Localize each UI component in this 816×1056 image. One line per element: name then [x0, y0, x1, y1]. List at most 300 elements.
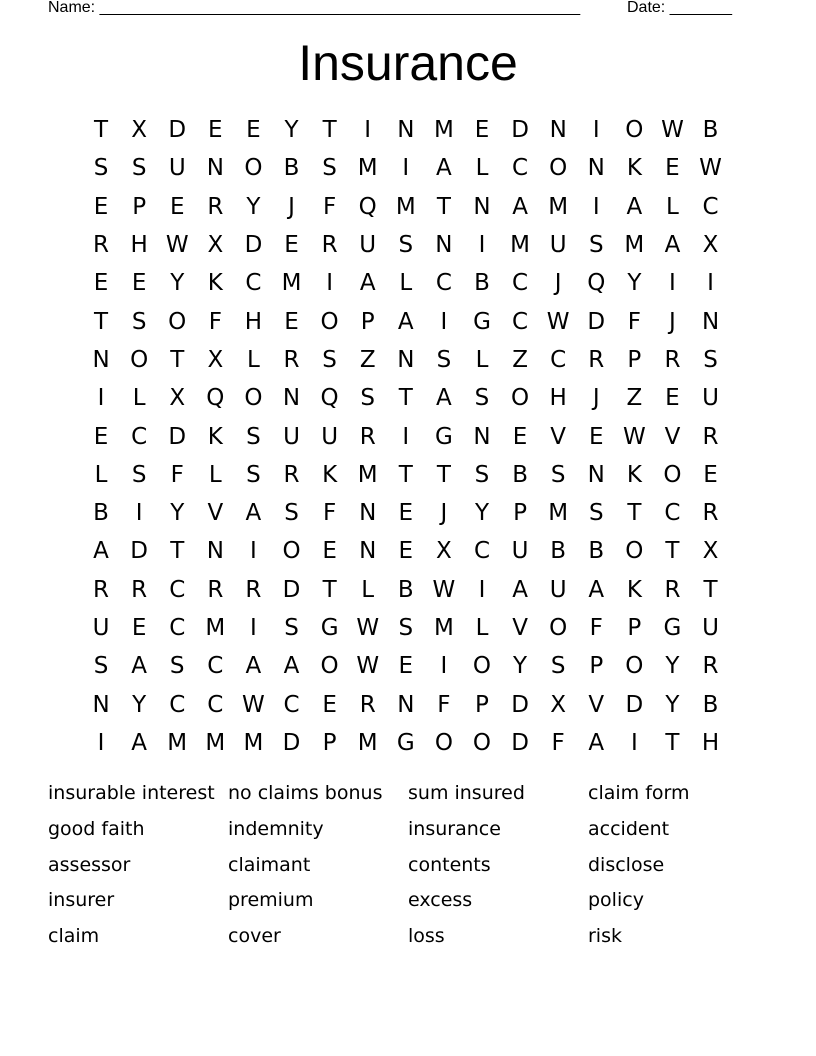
grid-letter: O	[549, 615, 568, 641]
grid-letter: O	[434, 729, 453, 756]
grid-letter: Y	[665, 653, 680, 680]
grid-letter: A	[588, 729, 605, 756]
grid-letter: E	[398, 500, 414, 527]
grid-letter: N	[282, 385, 301, 412]
grid-letter: N	[397, 691, 415, 718]
grid-letter: A	[359, 270, 376, 297]
grid-row	[82, 456, 730, 494]
word-bank-item: accident	[588, 817, 670, 840]
grid-letter: C	[702, 193, 719, 220]
word-bank-item: loss	[408, 925, 445, 948]
grid-letter: V	[664, 423, 681, 450]
grid-letter: S	[131, 308, 147, 335]
grid-letter: O	[320, 653, 339, 680]
grid-letter: M	[433, 615, 454, 641]
grid-letter: Y	[665, 691, 680, 718]
word-bank-item: insurable interest	[48, 782, 215, 804]
grid-letter: C	[131, 423, 148, 450]
grid-letter: D	[282, 729, 301, 756]
grid-letter: K	[207, 270, 223, 297]
grid-letter: H	[130, 232, 148, 259]
grid-letter: A	[588, 576, 605, 603]
grid-letter: L	[666, 193, 679, 220]
grid-letter: O	[472, 653, 492, 680]
grid-letter: F	[589, 615, 603, 641]
grid-letter: S	[322, 155, 337, 182]
grid-letter: G	[396, 729, 415, 756]
grid-letter: H	[244, 308, 263, 335]
grid-letter: P	[322, 729, 337, 756]
grid-row	[82, 302, 730, 340]
grid-letter: Z	[626, 385, 643, 412]
grid-letter: Y	[284, 117, 299, 144]
grid-letter: Y	[627, 270, 642, 297]
grid-letter: S	[474, 461, 490, 488]
grid-letter: L	[361, 576, 375, 603]
grid-letter: D	[282, 576, 301, 603]
page-title: Insurance	[298, 35, 518, 91]
grid-letter: K	[626, 576, 642, 603]
grid-letter: S	[246, 423, 261, 450]
grid-letter: G	[320, 615, 339, 641]
grid-letter: E	[169, 193, 185, 220]
grid-letter: E	[512, 423, 528, 450]
grid-letter: N	[473, 423, 491, 450]
grid-letter: I	[478, 576, 486, 603]
grid-letter: M	[243, 729, 264, 756]
grid-letter: X	[169, 385, 186, 412]
grid-row	[82, 571, 730, 609]
grid-row	[82, 379, 730, 417]
grid-letter: T	[94, 308, 109, 335]
grid-letter: I	[707, 270, 714, 297]
grid-letter: I	[250, 538, 257, 565]
grid-letter: C	[512, 308, 529, 335]
word-bank-item: insurer	[48, 889, 115, 912]
grid-letter: S	[246, 461, 261, 488]
grid-letter: W	[356, 615, 380, 641]
grid-letter: S	[284, 500, 299, 527]
word-bank-item: sum insured	[408, 782, 525, 804]
grid-letter: S	[169, 653, 185, 680]
grid-letter: I	[592, 117, 600, 144]
grid-letter: P	[132, 193, 147, 220]
grid-letter: A	[397, 308, 414, 335]
grid-letter: N	[359, 538, 377, 565]
grid-letter: R	[283, 346, 300, 373]
grid-letter: E	[322, 538, 337, 565]
grid-letter: M	[548, 500, 569, 527]
grid-letter: C	[207, 691, 224, 718]
grid-letter: U	[92, 615, 110, 641]
grid-letter: E	[93, 423, 109, 450]
grid-letter: I	[135, 500, 143, 527]
grid-letter: C	[169, 691, 186, 718]
grid-letter: I	[440, 653, 448, 680]
grid-letter: I	[402, 423, 410, 450]
grid-letter: R	[664, 346, 681, 373]
grid-letter: J	[288, 193, 295, 220]
grid-letter: T	[627, 500, 642, 527]
grid-letter: N	[397, 117, 415, 144]
grid-letter: O	[625, 653, 644, 680]
grid-letter: J	[669, 308, 676, 335]
grid-letter: A	[93, 538, 109, 565]
grid-letter: O	[244, 385, 263, 412]
grid-letter: Z	[512, 346, 528, 373]
grid-letter: S	[131, 461, 147, 488]
grid-letter: W	[699, 155, 722, 182]
grid-row	[82, 264, 730, 302]
grid-letter: E	[284, 232, 299, 259]
grid-letter: O	[130, 346, 149, 373]
grid-letter: U	[702, 615, 719, 641]
grid-letter: M	[510, 232, 530, 259]
grid-letter: N	[473, 193, 491, 220]
grid-letter: C	[169, 576, 186, 603]
grid-letter: Q	[206, 385, 225, 412]
grid-letter: N	[701, 308, 720, 335]
grid-letter: C	[473, 538, 491, 565]
grid-letter: E	[93, 270, 109, 297]
grid-letter: O	[320, 308, 339, 335]
grid-letter: Y	[513, 653, 528, 680]
grid-letter: V	[207, 500, 224, 527]
grid-letter: C	[512, 270, 529, 297]
grid-letter: L	[399, 270, 413, 297]
grid-letter: F	[437, 691, 451, 718]
grid-letter: Z	[359, 346, 376, 373]
grid-letter: W	[356, 653, 380, 680]
grid-letter: D	[168, 117, 187, 144]
grid-row	[82, 494, 730, 532]
grid-letter: F	[208, 308, 222, 335]
grid-letter: S	[703, 346, 718, 373]
word-bank-item: policy	[588, 889, 644, 912]
grid-letter: K	[207, 423, 223, 450]
grid-letter: N	[549, 117, 567, 144]
grid-letter: E	[588, 423, 604, 450]
grid-letter: R	[283, 461, 300, 488]
grid-letter: N	[359, 500, 377, 527]
grid-letter: E	[665, 155, 680, 182]
grid-letter: F	[551, 729, 565, 756]
grid-letter: Y	[474, 500, 490, 527]
grid-letter: A	[436, 385, 452, 412]
grid-letter: R	[207, 576, 224, 603]
grid-letter: N	[206, 538, 224, 565]
grid-letter: I	[97, 729, 105, 756]
grid-letter: A	[131, 653, 147, 680]
grid-letter: E	[208, 117, 223, 144]
date-line: Date: _______	[627, 0, 732, 16]
grid-letter: B	[702, 117, 719, 144]
grid-letter: P	[475, 691, 489, 718]
grid-letter: C	[283, 691, 300, 718]
grid-letter: C	[550, 346, 567, 373]
grid-letter: D	[625, 691, 644, 718]
grid-letter: R	[702, 500, 719, 527]
grid-letter: S	[398, 232, 414, 259]
grid-letter: D	[511, 691, 529, 718]
grid-letter: V	[588, 691, 605, 718]
word-bank-item: good faith	[48, 817, 145, 840]
grid-letter: N	[587, 155, 605, 182]
grid-letter: L	[475, 155, 489, 182]
grid-letter: T	[398, 461, 413, 488]
grid-letter: S	[322, 346, 337, 373]
grid-letter: E	[703, 461, 718, 488]
grid-letter: M	[357, 729, 378, 756]
grid-letter: C	[245, 270, 262, 297]
grid-letter: U	[168, 155, 186, 182]
grid-letter: H	[701, 729, 720, 756]
grid-letter: S	[474, 385, 490, 412]
grid-letter: B	[512, 461, 528, 488]
word-bank-item: assessor	[48, 853, 131, 876]
grid-letter: T	[398, 385, 413, 412]
grid-letter: G	[473, 308, 491, 335]
grid-letter: F	[322, 500, 337, 527]
grid-letter: B	[588, 538, 605, 565]
grid-letter: U	[511, 538, 529, 565]
grid-letter: P	[627, 615, 642, 641]
word-bank	[48, 776, 788, 955]
grid-letter: B	[283, 155, 300, 182]
grid-letter: C	[512, 155, 529, 182]
grid-letter: T	[94, 117, 109, 144]
grid-letter: B	[550, 538, 567, 565]
grid-letter: Y	[170, 500, 185, 527]
grid-letter: M	[205, 615, 226, 641]
grid-row	[82, 149, 730, 187]
grid-letter: E	[93, 193, 109, 220]
grid-letter: D	[587, 308, 606, 335]
grid-letter: D	[511, 117, 529, 144]
grid-letter: N	[206, 155, 224, 182]
grid-letter: E	[131, 615, 147, 641]
grid-letter: L	[247, 346, 260, 373]
grid-letter: V	[550, 423, 567, 450]
grid-letter: I	[250, 615, 257, 641]
grid-letter: Y	[170, 270, 185, 297]
grid-letter: K	[322, 461, 338, 488]
word-bank-item: cover	[228, 925, 281, 948]
grid-letter: P	[360, 308, 375, 335]
grid-letter: B	[702, 691, 719, 718]
grid-letter: R	[93, 576, 110, 603]
grid-letter: J	[592, 385, 600, 412]
word-bank-item: excess	[408, 889, 473, 912]
grid-letter: X	[702, 232, 719, 259]
grid-letter: O	[663, 461, 682, 488]
word-bank-item: premium	[228, 889, 314, 912]
grid-row	[82, 188, 730, 226]
grid-letter: W	[622, 423, 646, 450]
word-bank-item: no claims bonus	[228, 782, 383, 804]
grid-letter: Y	[246, 193, 261, 220]
grid-letter: M	[624, 232, 645, 259]
grid-letter: B	[474, 270, 490, 297]
grid-letter: L	[475, 615, 489, 641]
word-bank-item: contents	[408, 853, 491, 876]
grid-letter: S	[550, 653, 566, 680]
grid-letter: A	[436, 155, 452, 182]
grid-letter: R	[93, 232, 110, 259]
worksheet-header	[48, 0, 748, 20]
grid-letter: T	[322, 576, 337, 603]
grid-row	[82, 685, 730, 723]
grid-letter: Q	[358, 193, 377, 220]
grid-letter: N	[92, 346, 110, 373]
grid-letter: I	[478, 232, 486, 259]
grid-letter: S	[284, 615, 299, 641]
grid-letter: S	[436, 346, 452, 373]
grid-letter: I	[669, 270, 676, 297]
grid-letter: S	[93, 155, 109, 182]
grid-letter: U	[549, 576, 567, 603]
grid-letter: M	[433, 117, 454, 144]
grid-letter: E	[398, 538, 414, 565]
grid-letter: I	[630, 729, 638, 756]
grid-letter: J	[554, 270, 562, 297]
grid-letter: S	[360, 385, 375, 412]
grid-letter: A	[131, 729, 147, 756]
grid-letter: D	[168, 423, 187, 450]
grid-letter: U	[702, 385, 719, 412]
grid-letter: F	[170, 461, 184, 488]
grid-letter: A	[664, 232, 681, 259]
grid-letter: V	[512, 615, 528, 641]
grid-letter: W	[661, 117, 684, 144]
grid-row	[82, 647, 730, 685]
grid-letter: S	[398, 615, 414, 641]
grid-letter: T	[322, 117, 337, 144]
grid-letter: M	[167, 729, 188, 756]
grid-letter: N	[92, 691, 110, 718]
grid-row	[82, 417, 730, 455]
grid-letter: X	[207, 232, 224, 259]
grid-letter: M	[548, 193, 569, 220]
grid-letter: L	[475, 346, 489, 373]
grid-letter: R	[321, 232, 338, 259]
grid-letter: N	[435, 232, 453, 259]
grid-row	[82, 724, 730, 762]
grid-letter: B	[397, 576, 414, 603]
grid-letter: O	[168, 308, 187, 335]
grid-letter: M	[205, 729, 226, 756]
grid-letter: C	[664, 500, 681, 527]
grid-letter: H	[549, 385, 567, 412]
grid-letter: P	[589, 653, 604, 680]
grid-letter: Q	[587, 270, 606, 297]
grid-letter: J	[440, 500, 448, 527]
grid-letter: U	[549, 232, 567, 259]
grid-letter: T	[436, 193, 451, 220]
grid-letter: O	[625, 117, 644, 144]
grid-letter: R	[359, 691, 376, 718]
grid-letter: S	[131, 155, 147, 182]
grid-letter: O	[511, 385, 530, 412]
grid-letter: A	[283, 653, 300, 680]
word-bank-item: claim	[48, 925, 100, 948]
grid-letter: D	[244, 232, 263, 259]
grid-letter: W	[546, 308, 570, 335]
grid-letter: A	[245, 653, 262, 680]
grid-letter: R	[664, 576, 681, 603]
grid-letter: T	[170, 538, 185, 565]
grid-letter: N	[397, 346, 415, 373]
grid-letter: B	[93, 500, 109, 527]
grid-letter: L	[208, 461, 222, 488]
grid-letter: X	[550, 691, 567, 718]
grid-letter: Q	[320, 385, 339, 412]
word-bank-item: claimant	[228, 853, 311, 876]
grid-letter: R	[588, 346, 605, 373]
grid-letter: A	[245, 500, 262, 527]
grid-letter: K	[626, 155, 642, 182]
grid-letter: U	[283, 423, 300, 450]
grid-letter: I	[364, 117, 372, 144]
grid-letter: O	[282, 538, 301, 565]
grid-letter: C	[169, 615, 186, 641]
grid-letter: M	[357, 155, 378, 182]
grid-letter: S	[588, 232, 604, 259]
grid-letter: F	[322, 193, 337, 220]
grid-row	[82, 609, 730, 647]
grid-row	[82, 226, 730, 264]
grid-letter: F	[627, 308, 641, 335]
grid-letter: G	[434, 423, 453, 450]
grid-letter: C	[207, 653, 224, 680]
grid-letter: E	[284, 308, 299, 335]
grid-letter: A	[626, 193, 643, 220]
grid-letter: X	[131, 117, 148, 144]
grid-letter: S	[550, 461, 566, 488]
grid-letter: R	[131, 576, 148, 603]
grid-letter: A	[512, 576, 528, 603]
grid-letter: I	[440, 308, 448, 335]
grid-letter: E	[474, 117, 490, 144]
grid-letter: N	[587, 461, 605, 488]
grid-letter: X	[436, 538, 452, 565]
grid-letter: M	[395, 193, 416, 220]
grid-letter: O	[472, 729, 492, 756]
grid-letter: X	[702, 538, 719, 565]
letter-grid	[82, 111, 730, 762]
grid-row	[82, 341, 730, 379]
name-line: Name: ______________________________________________________	[48, 0, 581, 16]
grid-letter: W	[242, 691, 265, 718]
grid-letter: L	[132, 385, 146, 412]
grid-letter: S	[588, 500, 604, 527]
word-bank-item: claim form	[588, 782, 690, 804]
grid-letter: I	[592, 193, 600, 220]
grid-letter: C	[435, 270, 452, 297]
grid-letter: T	[665, 538, 680, 565]
grid-row	[82, 532, 730, 570]
word-bank-item: indemnity	[228, 817, 324, 840]
grid-letter: R	[702, 423, 719, 450]
grid-letter: P	[627, 346, 642, 373]
grid-letter: E	[246, 117, 261, 144]
grid-letter: W	[432, 576, 456, 603]
word-bank-item: insurance	[408, 817, 501, 840]
grid-letter: I	[97, 385, 105, 412]
grid-letter: M	[281, 270, 302, 297]
grid-letter: E	[398, 653, 414, 680]
grid-letter: U	[321, 423, 339, 450]
